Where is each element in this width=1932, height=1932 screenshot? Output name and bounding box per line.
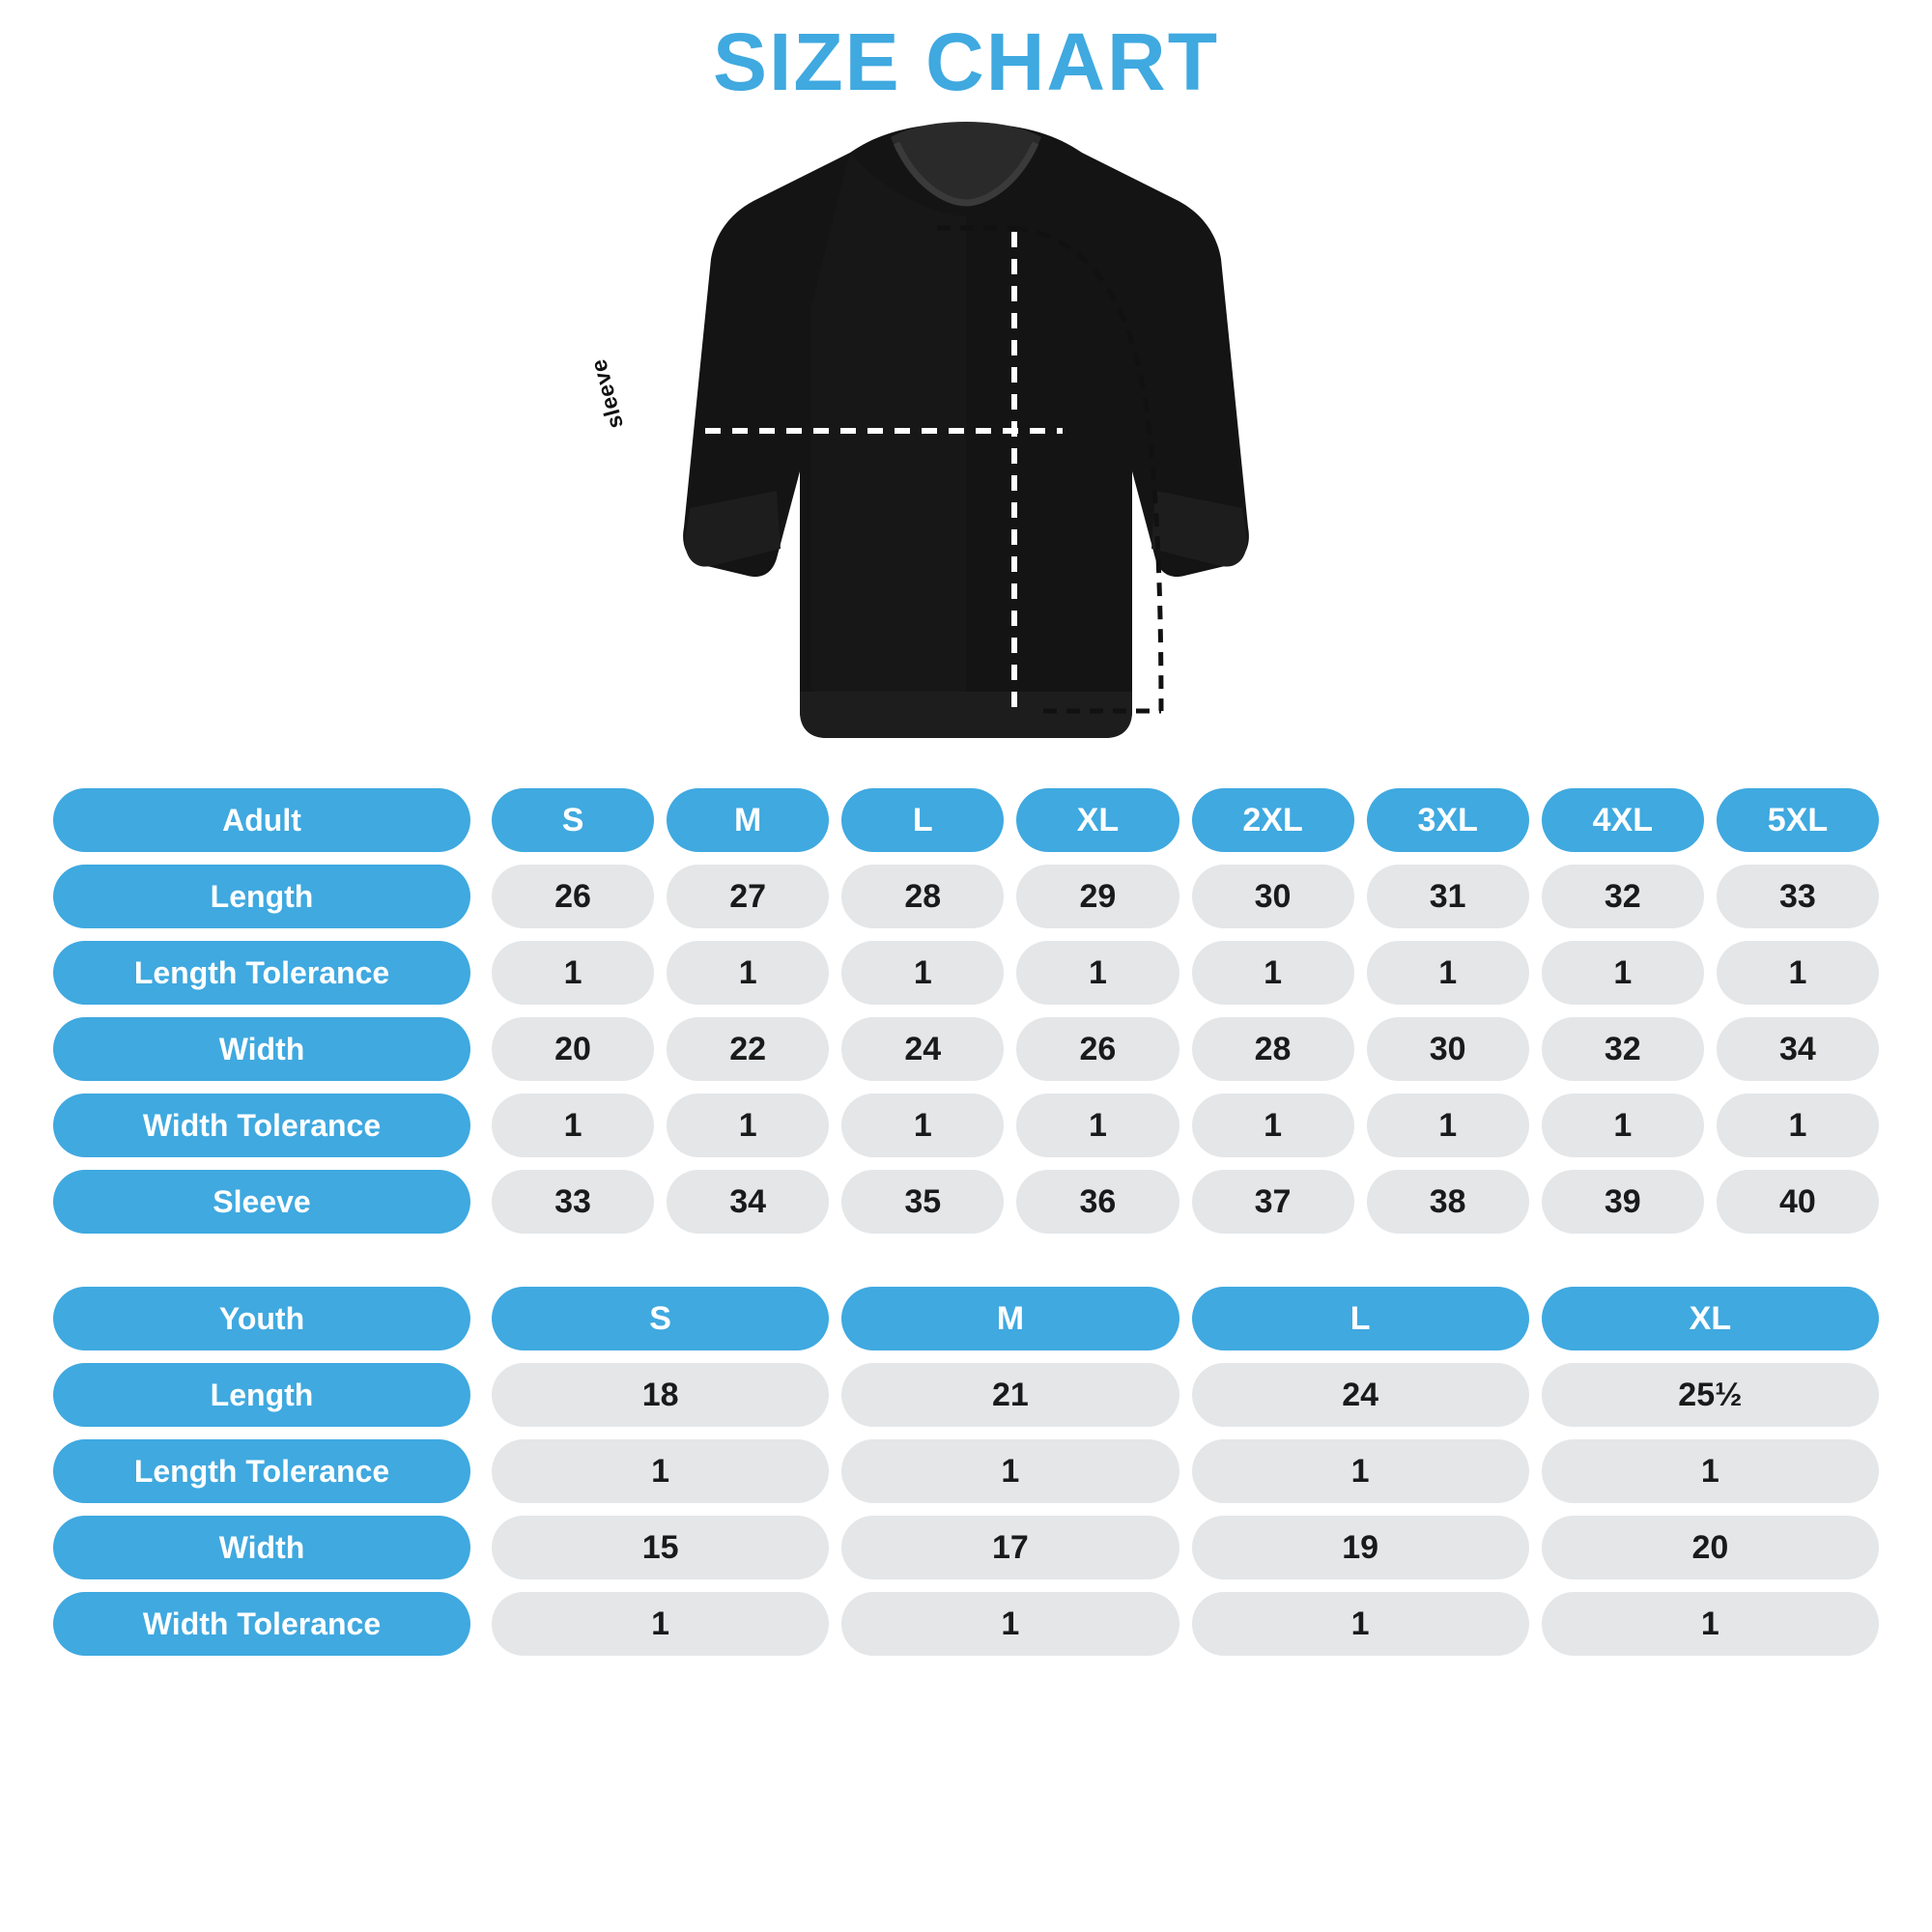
column-header-2xl: 2XL: [1192, 788, 1354, 852]
cell-value: 33: [492, 1170, 654, 1234]
cell-value: 34: [667, 1170, 829, 1234]
cell-value: 22: [667, 1017, 829, 1081]
cell-value: 24: [841, 1017, 1004, 1081]
cell-value: 37: [1192, 1170, 1354, 1234]
column-header-m: M: [841, 1287, 1179, 1350]
table-header-row: [53, 788, 1879, 852]
row-label-length-tolerance: Length Tolerance: [53, 941, 470, 1005]
page-title: SIZE CHART: [713, 16, 1219, 107]
cell-value: 18: [492, 1363, 829, 1427]
row-label-width-tolerance: Width Tolerance: [53, 1094, 470, 1157]
cell-value: 1: [841, 1592, 1179, 1656]
table-row: [53, 865, 1879, 928]
cell-value: 20: [1542, 1516, 1879, 1579]
youth-size-table: [53, 1287, 1879, 1656]
cell-value: 32: [1542, 865, 1704, 928]
table-row: [53, 1094, 1879, 1157]
cell-value: 17: [841, 1516, 1179, 1579]
cell-value: 1: [492, 1094, 654, 1157]
cell-value: 1: [492, 1439, 829, 1503]
cell-value: 32: [1542, 1017, 1704, 1081]
cell-value: 1: [1367, 1094, 1529, 1157]
cell-value: 26: [492, 865, 654, 928]
cell-value: 34: [1717, 1017, 1879, 1081]
cell-value: 40: [1717, 1170, 1879, 1234]
column-header-xl: XL: [1016, 788, 1179, 852]
column-header-5xl: 5XL: [1717, 788, 1879, 852]
cell-value: 26: [1016, 1017, 1179, 1081]
cell-value: 1: [1192, 1439, 1529, 1503]
cell-value: 21: [841, 1363, 1179, 1427]
cell-value: 1: [1192, 941, 1354, 1005]
cell-value: 1: [1717, 941, 1879, 1005]
cell-value: 1: [1016, 1094, 1179, 1157]
cell-value: 1: [841, 1094, 1004, 1157]
garment-illustration: [53, 112, 1879, 788]
column-header-l: L: [841, 788, 1004, 852]
cell-value: 33: [1717, 865, 1879, 928]
width-dimension-label: width: [293, 467, 356, 493]
table-row: [53, 1363, 1879, 1427]
cell-value: 38: [1367, 1170, 1529, 1234]
cell-value: 27: [667, 865, 829, 928]
table-spacer: [53, 1246, 1879, 1287]
cell-value: 1: [1192, 1592, 1529, 1656]
cell-value: 20: [492, 1017, 654, 1081]
row-label-width-tolerance: Width Tolerance: [53, 1592, 470, 1656]
sleeve-dimension-label: sleeve: [584, 356, 629, 432]
cell-value: 24: [1192, 1363, 1529, 1427]
cell-value: 1: [1542, 941, 1704, 1005]
row-label-width: Width: [53, 1516, 470, 1579]
row-label-sleeve: Sleeve: [53, 1170, 470, 1234]
adult-size-table: [53, 788, 1879, 1234]
row-label-width: Width: [53, 1017, 470, 1081]
cell-value: 1: [1016, 941, 1179, 1005]
cell-value: 15: [492, 1516, 829, 1579]
cell-value: 1: [1192, 1094, 1354, 1157]
table-header-row: [53, 1287, 1879, 1350]
table-row: [53, 1170, 1879, 1234]
cell-value: 25½: [1542, 1363, 1879, 1427]
row-label-length: Length: [53, 865, 470, 928]
cell-value: 1: [1717, 1094, 1879, 1157]
cell-value: 1: [841, 941, 1004, 1005]
table-row: [53, 941, 1879, 1005]
table-row: [53, 1516, 1879, 1579]
table-row: [53, 1439, 1879, 1503]
cell-value: 1: [841, 1439, 1179, 1503]
cell-value: 28: [841, 865, 1004, 928]
youth-header-label: Youth: [53, 1287, 470, 1350]
cell-value: 31: [1367, 865, 1529, 928]
column-header-s: S: [492, 788, 654, 852]
cell-value: 30: [1192, 865, 1354, 928]
table-row: [53, 1592, 1879, 1656]
column-header-3xl: 3XL: [1367, 788, 1529, 852]
cell-value: 30: [1367, 1017, 1529, 1081]
cell-value: 1: [1542, 1439, 1879, 1503]
cell-value: 1: [492, 1592, 829, 1656]
column-header-s: S: [492, 1287, 829, 1350]
cell-value: 28: [1192, 1017, 1354, 1081]
column-header-m: M: [667, 788, 829, 852]
adult-header-label: Adult: [53, 788, 470, 852]
cell-value: 1: [1542, 1094, 1704, 1157]
table-row: [53, 1017, 1879, 1081]
cell-value: 39: [1542, 1170, 1704, 1234]
cell-value: 1: [1367, 941, 1529, 1005]
measurement-guides: [609, 112, 1323, 779]
cell-value: 35: [841, 1170, 1004, 1234]
row-label-length-tolerance: Length Tolerance: [53, 1439, 470, 1503]
cell-value: 1: [667, 1094, 829, 1157]
cell-value: 1: [1542, 1592, 1879, 1656]
length-dimension-label: length: [500, 310, 526, 383]
cell-value: 36: [1016, 1170, 1179, 1234]
cell-value: 29: [1016, 865, 1179, 928]
cell-value: 19: [1192, 1516, 1529, 1579]
column-header-4xl: 4XL: [1542, 788, 1704, 852]
column-header-xl: XL: [1542, 1287, 1879, 1350]
row-label-length: Length: [53, 1363, 470, 1427]
cell-value: 1: [667, 941, 829, 1005]
column-header-l: L: [1192, 1287, 1529, 1350]
cell-value: 1: [492, 941, 654, 1005]
